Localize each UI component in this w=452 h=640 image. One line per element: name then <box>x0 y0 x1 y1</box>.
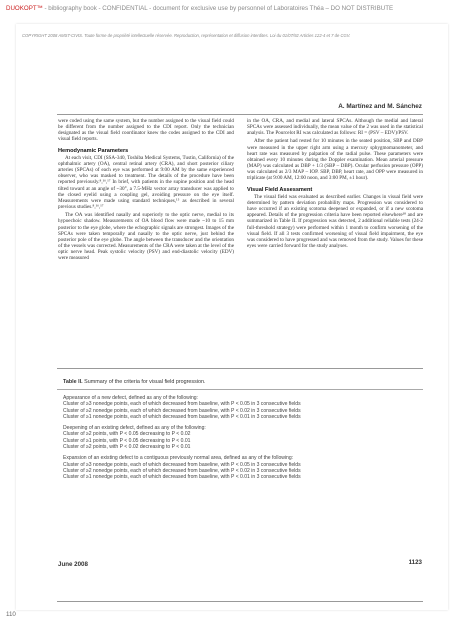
footer-journal-page: 1123 <box>408 559 422 566</box>
paragraph: The visual field was evaluated as described earlier. Changes in visual field were determined by pattern deviation probability maps. Progression was considered to have occurred if an existing scotoma deepened or expanded, or if a new scotoma appeared. Details of the progression criteria have been reported elsewhere¹⁸ and are summarized in Table II. If progression was detected, 2 additional reliable tests (24-2 full-threshold strategy) were performed within 1 month to confirm worsening of the visual field. If all 3 tests confirmed worsening of visual field impairment, the eye was considered to have progressed and was removed from the study. Values for these eyes were carried forward for the study analyses. <box>247 193 423 249</box>
banner-title-mark: DUOKOPT™ <box>6 5 43 12</box>
criteria-line: Cluster of ≥3 nonedge points, each of which decreased from baseline, with P < 0.05 in 3 consecutive fields <box>63 401 301 408</box>
criteria-group-head: Appearance of a new defect, defined as any of the following: <box>63 395 198 401</box>
criteria-line: Cluster of ≥3 nonedge points, each of which decreased from baseline, with P < 0.05 in 3 consecutive fields <box>63 461 301 468</box>
paragraph: After the patient had rested for 10 minutes in the seated position, SBP and DBP were measured in the upper right arm using a mercury sphygmomanometer, and heart rate was measured by palpation of the radial pulse. These parameters were obtained every 10 minutes during the Doppler examination. Mean arterial pressure (MAP) was calculated as DBP + 1/3 (SBP – DBP). Ocular perfusion pressure (OPP) was calculated as 2/3 MAP – IOP. SBP, DBP, heart rate, and OPP were measured in triplicate (at 9:00 AM, 12:00 noon, and 3:00 PM, ±1 hour). <box>247 138 423 182</box>
table-caption <box>63 379 206 385</box>
criteria-line: Cluster of ≥1 nonedge points, each of which decreased from baseline, with P < 0.01 in 3 consecutive fields <box>63 474 301 481</box>
footer-date: June 2008 <box>58 561 88 568</box>
table-body <box>63 395 418 486</box>
banner-text: - bibliography book - CONFIDENTIAL - document for exclusive use by personnel of Laboratoires Théa – DO NOT DISTRIBUTE <box>42 5 394 12</box>
criteria-line: Cluster of ≥2 nonedge points, each of which decreased from baseline, with P < 0.02 in 3 consecutive fields <box>63 467 301 474</box>
table-label: Table II. <box>63 379 83 385</box>
paragraph: were coded using the same system, but the number assigned to the visual field could be different from the number assigned to the CDI report. Only the technician designated as the visual field coordinator knew the codes assigned to the CDI and visual field reports. <box>58 118 234 143</box>
paragraph: The OA was identified nasally and superiorly to the optic nerve, medial to its hypoechoic shadow. Measurements of OA blood flow were made ~10 to 15 mm posterior to the eye globe, where the echographic signals are strongest. Images of the SPCAs were taken temporally and nasally to the optic nerve, just behind the posterior pole of the eye globe. The angle between the transducer and the orientation of the vessels was corrected. Measurements of the CRA were taken at the level of the optic nerve head. Peak systolic velocity (PSV) and end-diastolic velocity (EDV) were measured <box>58 212 234 262</box>
criteria-line: Cluster of ≥1 points, with P < 0.05 decreasing to P < 0.01 <box>63 437 191 444</box>
criteria-line: Cluster of ≥2 points, with P < 0.05 decreasing to P < 0.02 <box>63 431 191 438</box>
table-title: Summary of the criteria for visual field progression. <box>82 379 206 385</box>
criteria-group <box>63 455 418 480</box>
book-page-number: 110 <box>6 611 16 618</box>
paragraph: At each visit, CDI (SSA-340, Toshiba Medical Systems, Tustin, California) of the ophthalmic artery (OA), central retinal artery (CRA), and short posterior ciliary arteries (SPCAs) of each eye was performed at 9:00 AM by the same experienced observer, who was masked to treatment. The details of the procedure have been reported previously.⁸,¹⁶,¹⁷ In brief, with patients in the supine position and the head tilted toward at an angle of ~30°, a 7.5-MHz vector array transducer was applied to the closed eyelid using a coupling gel, avoiding pressure on the eye itself. Measurements were made using standard techniques,¹⁵ as described in several previous studies.⁸,¹⁶,¹⁷ <box>58 154 234 211</box>
criteria-group-head: Expansion of an existing defect to a contiguous previously normal area, defined as any of the following: <box>63 455 294 462</box>
section-heading-visual-field: Visual Field Assessment <box>247 186 313 193</box>
criteria-line: Cluster of ≥2 points, with P < 0.02 decreasing to P < 0.01 <box>63 444 191 451</box>
copyright-notice: COPYRIGHT 2008 AMST-CIVIS. Toute forme de propriété intellectuelle réservée. Reproduction, représentation et diffusion interdites. Loi du 01/07/92 Articles 122-4 et 7 de CGV. <box>22 33 351 38</box>
criteria-group <box>63 395 418 420</box>
header-rule <box>57 114 423 115</box>
running-head-authors: A. Martínez and M. Sánchez <box>338 103 422 110</box>
criteria-line: Cluster of ≥1 nonedge points, each of which decreased from baseline, with P < 0.01 in 3 consecutive fields <box>63 413 301 420</box>
paragraph: in the OA, CRA, and medial and lateral SPCAs. Although the medial and lateral SPCAs were assessed individually, the mean value of the 2 was used in the statistical analysis. The Pourcelot RI was calculated as follows: RI = (PSV – EDV)/PSV. <box>247 118 423 137</box>
criteria-group <box>63 425 418 450</box>
left-column <box>58 118 234 263</box>
confidential-banner <box>0 0 452 18</box>
right-column <box>247 118 423 251</box>
table-header-rule <box>57 389 423 390</box>
criteria-group-head: Deepening of an existing defect, defined as any of the following: <box>63 425 206 432</box>
section-heading-hemodynamic: Hemodynamic Parameters <box>58 147 129 154</box>
criteria-line: Cluster of ≥2 nonedge points, each of which decreased from baseline, with P < 0.02 in 3 consecutive fields <box>63 407 301 414</box>
